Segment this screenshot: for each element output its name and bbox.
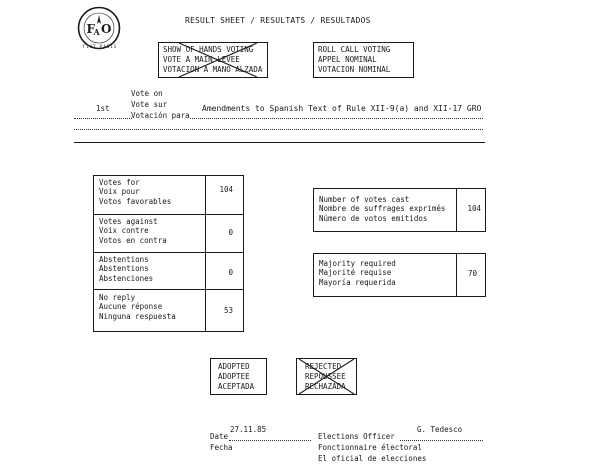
svg-text:F: F	[86, 22, 96, 36]
adopted-fr: ADOPTEE	[218, 372, 250, 381]
rejected-es: RECHAZADA	[305, 382, 346, 391]
abstentions-value: 0	[228, 268, 233, 277]
rejected-fr: REPOUSSEE	[305, 372, 346, 381]
votes-for-labels: Votes for Voix pour Votos favorables	[99, 178, 172, 206]
vote-on-label-fr: Vote sur	[131, 100, 168, 109]
vote-on-label-es: Votación para	[131, 111, 190, 120]
show-of-hands-fr: VOTE A MAIN LEVEE	[163, 55, 240, 64]
adopted-en: ADOPTED	[218, 362, 250, 371]
votes-cast-value: 104	[467, 204, 481, 213]
rejected-box	[296, 358, 357, 395]
svg-text:A: A	[93, 27, 100, 37]
dotted-line	[190, 118, 483, 119]
officer-name: G. Tedesco	[417, 425, 463, 434]
vote-ordinal: 1st	[96, 104, 110, 113]
show-of-hands-en: SHOW OF HANDS VOTING	[163, 45, 254, 54]
logo-motto: FIAT PANIS	[83, 44, 118, 49]
strike-cross	[159, 43, 267, 77]
roll-call-box	[313, 42, 414, 78]
majority-box	[313, 253, 486, 297]
roll-call-fr: APPEL NOMINAL	[318, 55, 377, 64]
officer-dotted-line	[400, 440, 483, 441]
majority-labels: Majority required Majorité requise Mayoría requerida	[319, 259, 396, 287]
date-value: 27.11.85	[230, 425, 267, 434]
fao-logo	[77, 6, 121, 50]
rejected-en: REJECTED	[305, 362, 342, 371]
show-of-hands-box	[158, 42, 268, 78]
dotted-line	[74, 118, 132, 119]
majority-value: 70	[467, 269, 477, 278]
votes-against-value: 0	[228, 228, 233, 237]
date-dotted-line	[229, 440, 311, 441]
vote-on-label-en: Vote on	[131, 89, 163, 98]
votes-cast-box	[313, 188, 486, 232]
page-title: RESULT SHEET / RESULTATS / RESULTADOS	[185, 16, 371, 25]
results-table	[93, 175, 244, 332]
adopted-box	[210, 358, 267, 395]
officer-label-en: Elections Officer	[318, 432, 395, 441]
svg-text:O: O	[101, 22, 112, 36]
no-reply-labels: No reply Aucune réponse Ninguna respuesta	[99, 293, 176, 321]
separator-line	[74, 142, 485, 143]
date-label-es: Fecha	[210, 443, 233, 452]
votes-cast-labels: Number of votes cast Nombre de suffrages exprimés Número de votos emitidos	[319, 195, 446, 223]
no-reply-value: 53	[223, 306, 233, 315]
votes-for-value: 104	[219, 185, 233, 194]
dotted-line	[74, 129, 483, 130]
show-of-hands-es: VOTACION A MANO ALZADA	[163, 65, 263, 74]
roll-call-en: ROLL CALL VOTING	[318, 45, 391, 54]
vote-subject: Amendments to Spanish Text of Rule XII-9(a) and XII-17 GRO	[202, 104, 482, 113]
abstentions-labels: Abstentions Abstentions Abstenciones	[99, 255, 154, 283]
date-label-en: Date	[210, 432, 229, 441]
officer-label-fr: Fonctionnaire électoral	[318, 443, 422, 452]
adopted-es: ACEPTADA	[218, 382, 255, 391]
officer-label-es: El oficial de elecciones	[318, 454, 427, 463]
votes-against-labels: Votes against Voix contre Votos en contra	[99, 217, 167, 245]
strike-cross	[297, 359, 356, 394]
roll-call-es: VOTACION NOMINAL	[318, 65, 391, 74]
